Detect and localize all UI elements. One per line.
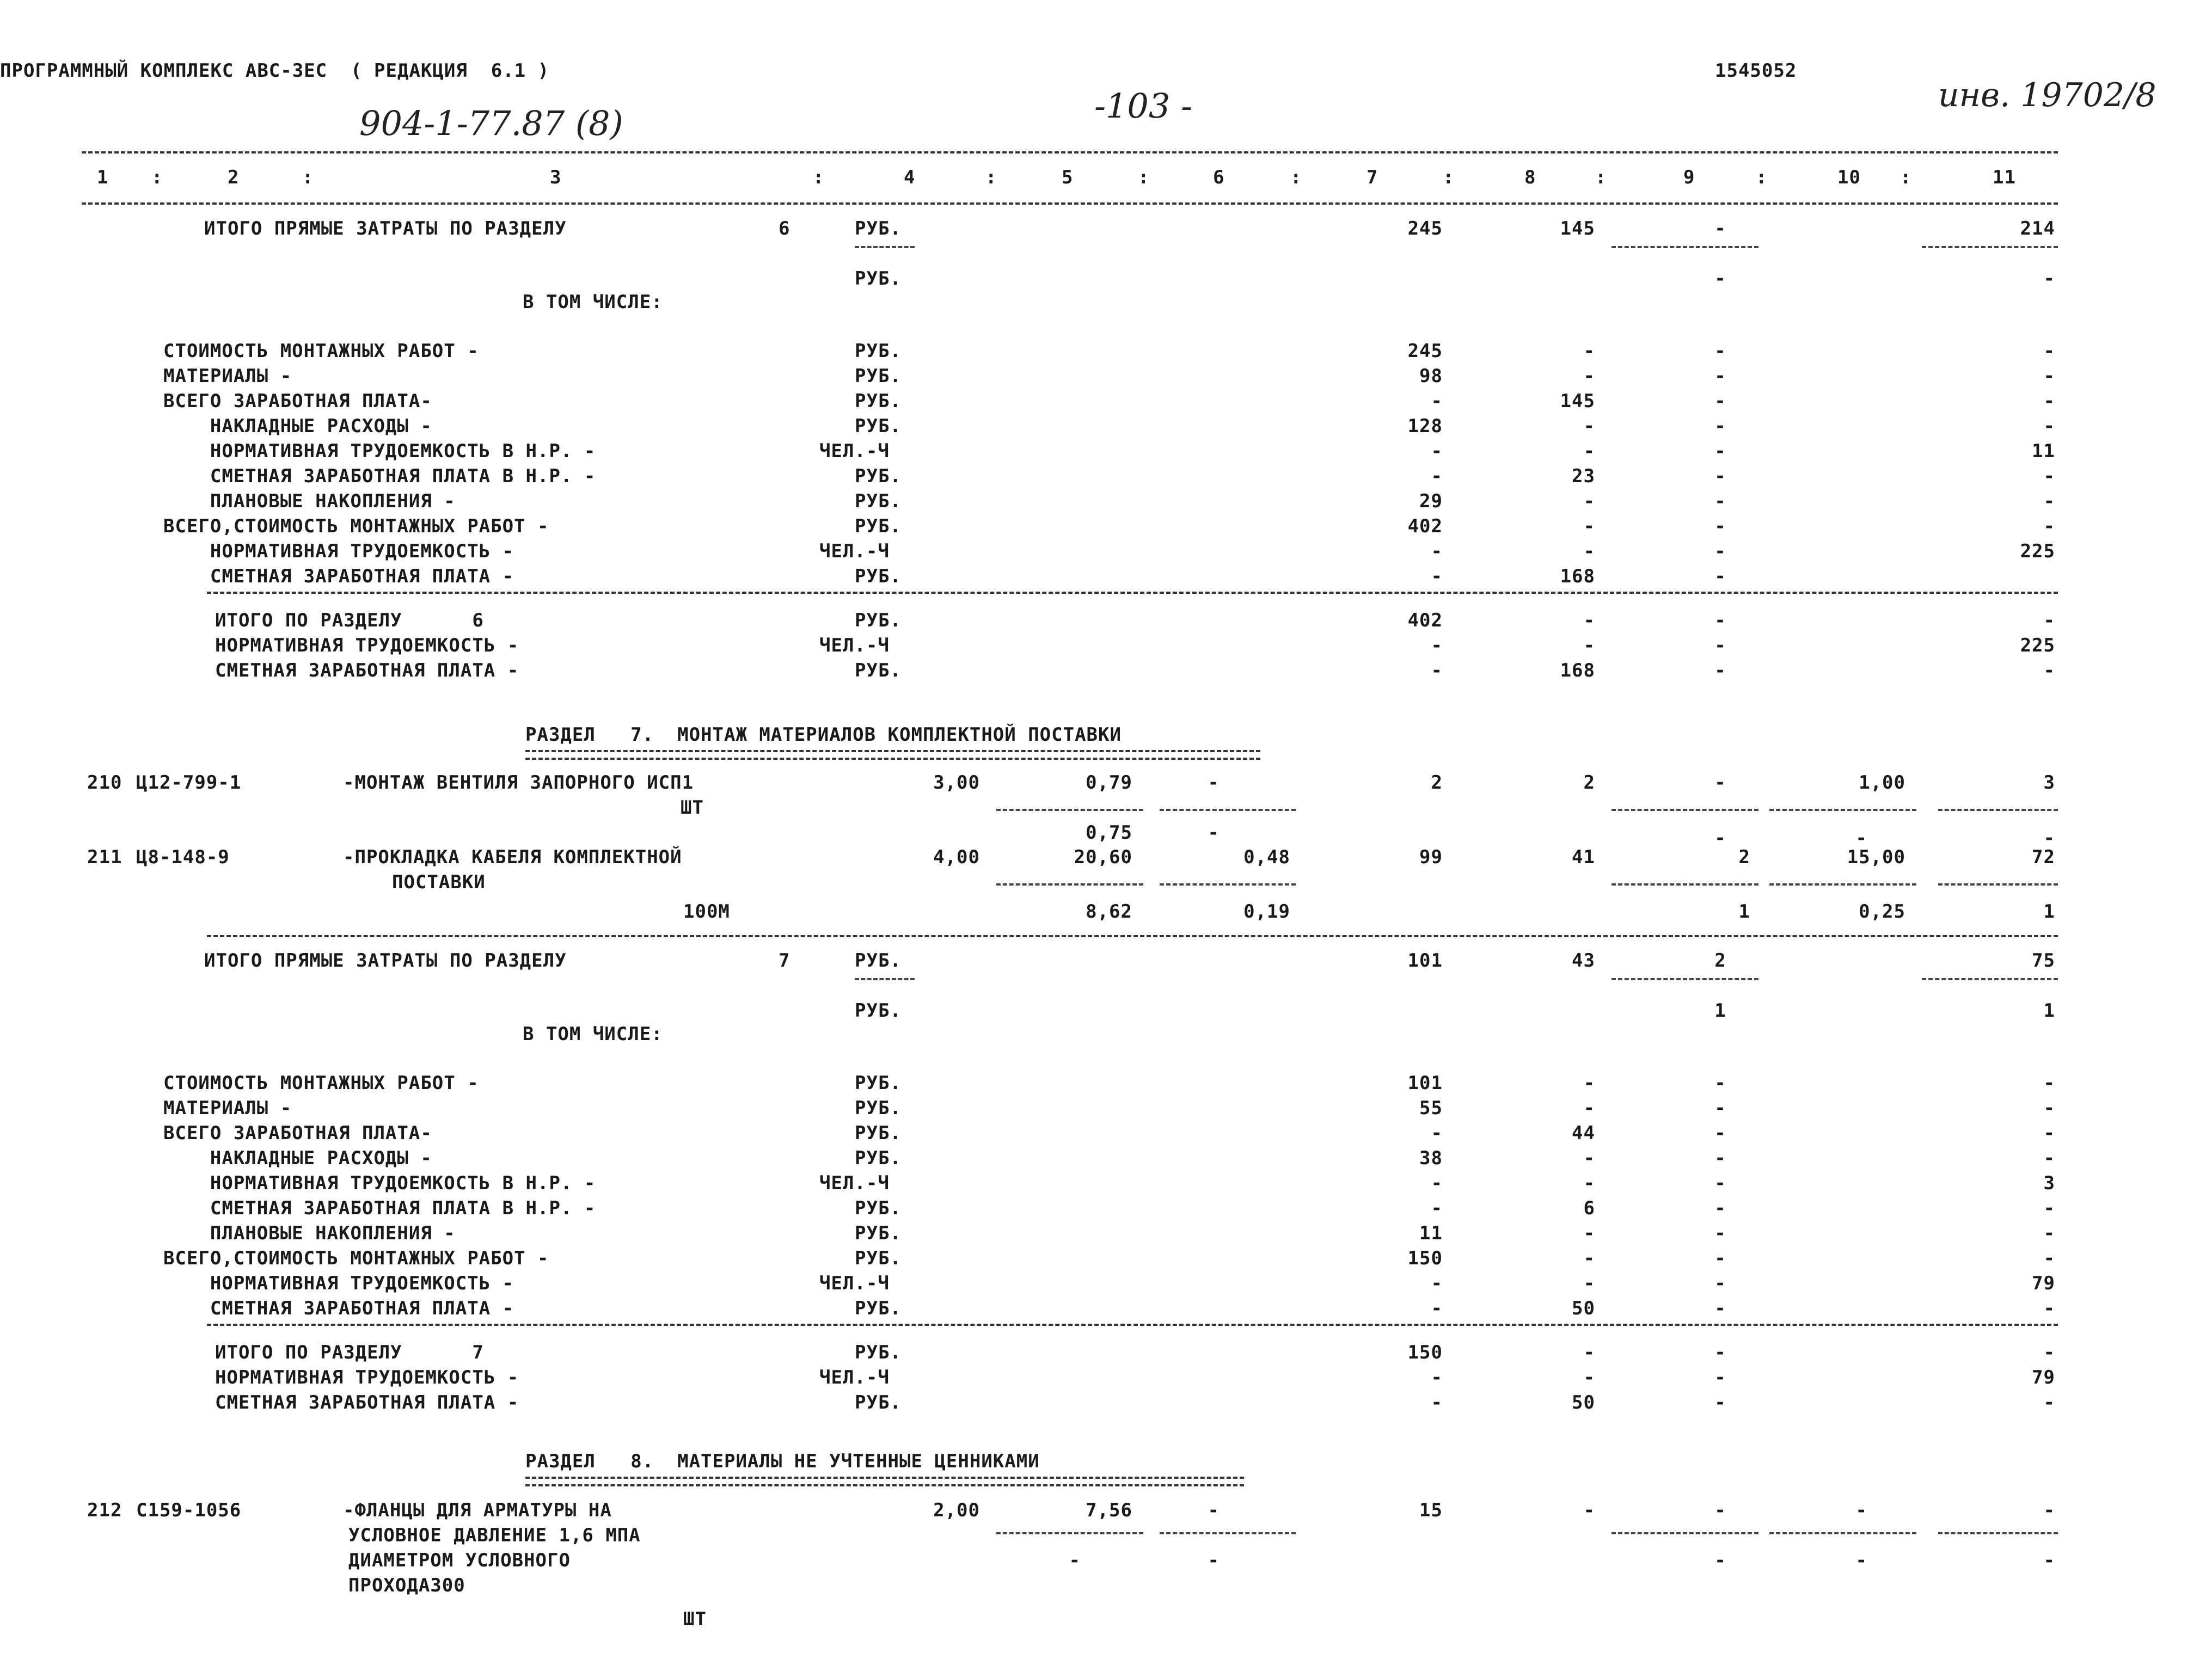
- breakdown-label: НОРМАТИВНАЯ ТРУДОЕМКОСТЬ В Н.Р. -: [163, 440, 596, 462]
- column-number: 5: [1062, 167, 1074, 188]
- col5-value: 7,56: [1086, 1499, 1132, 1521]
- unit: РУБ.: [855, 268, 902, 290]
- col9-value: -: [1714, 415, 1726, 437]
- col11-value: 225: [2020, 635, 2055, 656]
- col7-value: -: [1431, 540, 1443, 562]
- column-number: 4: [904, 167, 916, 188]
- col8-value: -: [1583, 540, 1595, 562]
- col7-value: -: [1431, 1273, 1443, 1294]
- column-number: 11: [1993, 167, 2016, 188]
- col7-value: 245: [1407, 218, 1443, 239]
- col11-value: -: [2043, 465, 2055, 487]
- col7-value: 38: [1419, 1147, 1443, 1169]
- col11-value: 3: [2043, 1172, 2055, 1194]
- col7-value: 402: [1407, 515, 1443, 537]
- in-total-heading: В ТОМ ЧИСЛЕ:: [523, 291, 663, 313]
- unit: ЧЕЛ.-Ч: [819, 1367, 890, 1388]
- col9-value: 1: [1714, 1000, 1726, 1022]
- underline: [996, 1532, 1143, 1534]
- col5-value: 20,60: [1074, 846, 1132, 868]
- item-unit: ШТ: [683, 1608, 707, 1630]
- breakdown-label: СМЕТНАЯ ЗАРАБОТНАЯ ПЛАТА -: [163, 566, 514, 587]
- col11-value: -: [2043, 515, 2055, 537]
- section-rule: [207, 1324, 2058, 1326]
- unit: ЧЕЛ.-Ч: [819, 635, 890, 656]
- document-number: 1545052: [1715, 60, 1797, 82]
- underline: [1938, 809, 2058, 811]
- col11-value: -: [2043, 1499, 2055, 1521]
- section-rule: [207, 592, 2058, 594]
- column-number: :: [1595, 167, 1607, 188]
- col11-value: -: [2043, 610, 2055, 631]
- column-number: :: [985, 167, 997, 188]
- quantity: 2,00: [933, 1499, 980, 1521]
- col9-value: -: [1714, 365, 1726, 387]
- col7-value: 402: [1407, 610, 1443, 631]
- unit: РУБ.: [855, 1197, 902, 1219]
- col11-value: -: [2043, 490, 2055, 512]
- col6-value: 0,19: [1243, 901, 1290, 923]
- col11-value: -: [2043, 1392, 2055, 1413]
- underline: [1769, 809, 1916, 811]
- double-underline: [525, 750, 1260, 760]
- col7-value: -: [1431, 465, 1443, 487]
- direct-costs-label: ИТОГО ПРЯМЫЕ ЗАТРАТЫ ПО РАЗДЕЛУ: [204, 218, 567, 239]
- col7-value: 55: [1419, 1097, 1443, 1119]
- col9-value: -: [1714, 1147, 1726, 1169]
- col8-value: -: [1583, 610, 1595, 631]
- col10-value: -: [1855, 1550, 1867, 1571]
- underline: [1611, 246, 1758, 248]
- col6-value: -: [1208, 1550, 1220, 1571]
- col9-value: -: [1714, 465, 1726, 487]
- underline: [855, 246, 915, 248]
- unit: РУБ.: [855, 950, 902, 972]
- col9-value: 2: [1714, 950, 1726, 972]
- underline: [1160, 809, 1296, 811]
- item-number: 212: [87, 1499, 122, 1521]
- col7-value: -: [1431, 1122, 1443, 1144]
- item-name-line: ДИАМЕТРОМ УСЛОВНОГО: [348, 1550, 571, 1571]
- item-code: Ц12-799-1: [136, 772, 242, 794]
- item-unit: ШТ: [681, 797, 704, 819]
- col8-value: 50: [1572, 1298, 1595, 1319]
- item-number: 211: [87, 846, 122, 868]
- unit: ЧЕЛ.-Ч: [819, 440, 890, 462]
- breakdown-label: СМЕТНАЯ ЗАРАБОТНАЯ ПЛАТА -: [163, 1298, 514, 1319]
- unit: РУБ.: [855, 1222, 902, 1244]
- col9-value: -: [1714, 1122, 1726, 1144]
- col8-value: 41: [1572, 846, 1595, 868]
- col6-value: -: [1208, 1499, 1220, 1521]
- col8-value: 44: [1572, 1122, 1595, 1144]
- col7-value: 150: [1407, 1342, 1443, 1363]
- col8-value: -: [1583, 1097, 1595, 1119]
- column-number: 6: [1213, 167, 1225, 188]
- col11-value: -: [2043, 1247, 2055, 1269]
- unit: РУБ.: [855, 490, 902, 512]
- col10-value: 0,25: [1859, 901, 1905, 923]
- breakdown-label: ВСЕГО,СТОИМОСТЬ МОНТАЖНЫХ РАБОТ -: [163, 515, 549, 537]
- col9-value: -: [1714, 827, 1726, 849]
- col9-value: 2: [1738, 846, 1750, 868]
- column-number: :: [302, 167, 314, 188]
- col9-value: -: [1714, 1499, 1726, 1521]
- col8-value: -: [1583, 1273, 1595, 1294]
- col7-value: 98: [1419, 365, 1443, 387]
- rule: [82, 151, 2058, 153]
- col8-value: -: [1583, 440, 1595, 462]
- col9-value: -: [1714, 1367, 1726, 1388]
- unit: РУБ.: [855, 415, 902, 437]
- col11-value: 79: [2032, 1273, 2055, 1294]
- col9-value: -: [1714, 440, 1726, 462]
- column-number: 3: [550, 167, 562, 188]
- unit: ЧЕЛ.-Ч: [819, 1172, 890, 1194]
- unit: РУБ.: [855, 566, 902, 587]
- col9-value: -: [1714, 1222, 1726, 1244]
- col8-value: 6: [1583, 1197, 1595, 1219]
- column-number: :: [151, 167, 163, 188]
- item-unit: 100М: [683, 901, 730, 923]
- col7-value: 128: [1407, 415, 1443, 437]
- col7-value: 245: [1407, 340, 1443, 362]
- col9-value: -: [1714, 1392, 1726, 1413]
- col9-value: -: [1714, 515, 1726, 537]
- column-number: :: [813, 167, 825, 188]
- col8-value: -: [1583, 1499, 1595, 1521]
- column-number: 7: [1367, 167, 1378, 188]
- col6-value: -: [1208, 822, 1220, 844]
- col11-value: -: [2043, 660, 2055, 681]
- col10-value: -: [1855, 827, 1867, 849]
- col8-value: -: [1583, 365, 1595, 387]
- underline: [1611, 809, 1758, 811]
- section-total-label: СМЕТНАЯ ЗАРАБОТНАЯ ПЛАТА -: [215, 660, 519, 681]
- underline: [1938, 1532, 2058, 1534]
- col9-value: -: [1714, 1550, 1726, 1571]
- col9-value: -: [1714, 566, 1726, 587]
- unit: РУБ.: [855, 1298, 902, 1319]
- col5-value: 8,62: [1086, 901, 1132, 923]
- column-number: :: [1756, 167, 1768, 188]
- col8-value: -: [1583, 1342, 1595, 1363]
- col11-value: -: [2043, 1197, 2055, 1219]
- col7-value: -: [1431, 440, 1443, 462]
- unit: РУБ.: [855, 1147, 902, 1169]
- col8-value: -: [1583, 1222, 1595, 1244]
- breakdown-label: НОРМАТИВНАЯ ТРУДОЕМКОСТЬ -: [163, 540, 514, 562]
- col5-value: 0,79: [1086, 772, 1132, 794]
- item-name-line: -ФЛАНЦЫ ДЛЯ АРМАТУРЫ НА: [343, 1499, 612, 1521]
- breakdown-label: СТОИМОСТЬ МОНТАЖНЫХ РАБОТ -: [163, 340, 479, 362]
- col7-value: 29: [1419, 490, 1443, 512]
- col6-value: 0,48: [1243, 846, 1290, 868]
- col7-value: 99: [1419, 846, 1443, 868]
- col11-value: -: [2043, 268, 2055, 290]
- col7-value: -: [1431, 1298, 1443, 1319]
- col9-value: -: [1714, 490, 1726, 512]
- col8-value: 168: [1560, 566, 1595, 587]
- col9-value: -: [1714, 635, 1726, 656]
- quantity: 3,00: [933, 772, 980, 794]
- column-number: :: [1138, 167, 1150, 188]
- col10-value: -: [1855, 1499, 1867, 1521]
- col7-value: -: [1431, 1172, 1443, 1194]
- underline: [1611, 883, 1758, 886]
- col8-value: -: [1583, 1172, 1595, 1194]
- col7-value: 11: [1419, 1222, 1443, 1244]
- column-number: 8: [1524, 167, 1536, 188]
- breakdown-label: МАТЕРИАЛЫ -: [163, 365, 292, 387]
- underline: [1938, 883, 2058, 886]
- col11-value: 1: [2043, 1000, 2055, 1022]
- col8-value: 145: [1560, 218, 1595, 239]
- col11-value: -: [2043, 1550, 2055, 1571]
- col11-value: 72: [2032, 846, 2055, 868]
- quantity: 4,00: [933, 846, 980, 868]
- col7-value: 2: [1431, 772, 1443, 794]
- section-number: 7: [779, 950, 791, 972]
- program-title: ПРОГРАММНЫЙ КОМПЛЕКС АВС-3ЕС ( РЕДАКЦИЯ 6.1 ): [0, 60, 550, 82]
- col9-value: -: [1714, 390, 1726, 412]
- section-total-label: НОРМАТИВНАЯ ТРУДОЕМКОСТЬ -: [215, 1367, 519, 1388]
- col7-value: 101: [1407, 950, 1443, 972]
- underline: [1160, 883, 1296, 886]
- col8-value: -: [1583, 635, 1595, 656]
- page-number: -103 -: [1094, 86, 1192, 126]
- section-rule: [207, 935, 2058, 937]
- rule: [82, 202, 2058, 205]
- col9-value: -: [1714, 268, 1726, 290]
- unit: РУБ.: [855, 390, 902, 412]
- item-name-line: УСЛОВНОЕ ДАВЛЕНИЕ 1,6 МПА: [348, 1525, 641, 1546]
- col11-value: -: [2043, 1097, 2055, 1119]
- item-code: С159-1056: [136, 1499, 242, 1521]
- col7-value: 101: [1407, 1072, 1443, 1094]
- unit: РУБ.: [855, 465, 902, 487]
- section-7-title: РАЗДЕЛ 7. МОНТАЖ МАТЕРИАЛОВ КОМПЛЕКТНОЙ ПОСТАВКИ: [525, 724, 1122, 746]
- double-underline: [525, 1477, 1244, 1486]
- underline: [1160, 1532, 1296, 1534]
- breakdown-label: СТОИМОСТЬ МОНТАЖНЫХ РАБОТ -: [163, 1072, 479, 1094]
- col11-value: -: [2043, 1342, 2055, 1363]
- column-number: :: [1290, 167, 1302, 188]
- unit: РУБ.: [855, 1342, 902, 1363]
- underline: [1611, 978, 1758, 980]
- breakdown-label: СМЕТНАЯ ЗАРАБОТНАЯ ПЛАТА В Н.Р. -: [163, 1197, 596, 1219]
- col8-value: -: [1583, 490, 1595, 512]
- col9-value: 1: [1738, 901, 1750, 923]
- column-number: :: [1900, 167, 1912, 188]
- col9-value: -: [1714, 1342, 1726, 1363]
- unit: ЧЕЛ.-Ч: [819, 1273, 890, 1294]
- col8-value: -: [1583, 1247, 1595, 1269]
- item-name-line: ПРОХОДА300: [348, 1575, 465, 1596]
- section-8-title: РАЗДЕЛ 8. МАТЕРИАЛЫ НЕ УЧТЕННЫЕ ЦЕННИКАМИ: [525, 1450, 1040, 1472]
- col11-value: -: [2043, 827, 2055, 849]
- item-name-continued: ПОСТАВКИ: [392, 871, 486, 893]
- column-number: :: [1443, 167, 1455, 188]
- unit: РУБ.: [855, 1392, 902, 1413]
- col9-value: -: [1714, 1097, 1726, 1119]
- col9-value: -: [1714, 540, 1726, 562]
- direct-costs-label: ИТОГО ПРЯМЫЕ ЗАТРАТЫ ПО РАЗДЕЛУ: [204, 950, 567, 972]
- col9-value: -: [1714, 340, 1726, 362]
- col11-value: -: [2043, 365, 2055, 387]
- unit: РУБ.: [855, 365, 902, 387]
- col9-value: -: [1714, 1072, 1726, 1094]
- col7-value: -: [1431, 566, 1443, 587]
- col8-value: -: [1583, 1072, 1595, 1094]
- col8-value: 145: [1560, 390, 1595, 412]
- unit: РУБ.: [855, 218, 902, 239]
- breakdown-label: ВСЕГО ЗАРАБОТНАЯ ПЛАТА-: [163, 1122, 432, 1144]
- col6-value: -: [1208, 772, 1220, 794]
- col11-value: -: [2043, 1298, 2055, 1319]
- breakdown-label: ПЛАНОВЫЕ НАКОПЛЕНИЯ -: [163, 490, 456, 512]
- col10-value: 1,00: [1859, 772, 1905, 794]
- col7-value: -: [1431, 1367, 1443, 1388]
- column-number: 9: [1683, 167, 1695, 188]
- col8-value: -: [1583, 340, 1595, 362]
- unit: РУБ.: [855, 515, 902, 537]
- underline: [855, 978, 915, 980]
- section-number: 6: [779, 218, 791, 239]
- col11-value: -: [2043, 1122, 2055, 1144]
- col5-value: -: [1069, 1550, 1081, 1571]
- col7-value: -: [1431, 1197, 1443, 1219]
- underline: [1922, 978, 2058, 980]
- document-code: 904-1-77.87 (8): [359, 103, 623, 143]
- underline: [1769, 1532, 1916, 1534]
- breakdown-label: НОРМАТИВНАЯ ТРУДОЕМКОСТЬ -: [163, 1273, 514, 1294]
- col7-value: -: [1431, 635, 1443, 656]
- col9-value: -: [1714, 1298, 1726, 1319]
- unit: РУБ.: [855, 1072, 902, 1094]
- breakdown-label: МАТЕРИАЛЫ -: [163, 1097, 292, 1119]
- col8-value: 43: [1572, 950, 1595, 972]
- item-name: -МОНТАЖ ВЕНТИЛЯ ЗАПОРНОГО ИСП1: [343, 772, 694, 794]
- unit: РУБ.: [855, 1000, 902, 1022]
- col7-value: -: [1431, 1392, 1443, 1413]
- breakdown-label: СМЕТНАЯ ЗАРАБОТНАЯ ПЛАТА В Н.Р. -: [163, 465, 596, 487]
- underline: [996, 809, 1143, 811]
- inventory-number: инв. 19702/8: [1938, 76, 2156, 114]
- col8-value: -: [1583, 1147, 1595, 1169]
- col7-value: -: [1431, 660, 1443, 681]
- col11-value: 75: [2032, 950, 2055, 972]
- col11-value: 225: [2020, 540, 2055, 562]
- breakdown-label: НАКЛАДНЫЕ РАСХОДЫ -: [163, 1147, 432, 1169]
- underline: [996, 883, 1143, 886]
- unit: РУБ.: [855, 610, 902, 631]
- col11-value: 3: [2043, 772, 2055, 794]
- section-total-label: СМЕТНАЯ ЗАРАБОТНАЯ ПЛАТА -: [215, 1392, 519, 1413]
- col9-value: -: [1714, 660, 1726, 681]
- col11-value: 79: [2032, 1367, 2055, 1388]
- underline: [1769, 883, 1916, 886]
- col11-value: -: [2043, 415, 2055, 437]
- section-total-label: ИТОГО ПО РАЗДЕЛУ 6: [215, 610, 484, 631]
- col8-value: 50: [1572, 1392, 1595, 1413]
- col9-value: -: [1714, 1197, 1726, 1219]
- unit: РУБ.: [855, 1097, 902, 1119]
- column-number: 2: [228, 167, 240, 188]
- col8-value: 2: [1583, 772, 1595, 794]
- breakdown-label: ВСЕГО ЗАРАБОТНАЯ ПЛАТА-: [163, 390, 432, 412]
- col9-value: -: [1714, 610, 1726, 631]
- col7-value: 15: [1419, 1499, 1443, 1521]
- section-total-label: НОРМАТИВНАЯ ТРУДОЕМКОСТЬ -: [215, 635, 519, 656]
- in-total-heading: В ТОМ ЧИСЛЕ:: [523, 1023, 663, 1045]
- col11-value: -: [2043, 1147, 2055, 1169]
- breakdown-label: ВСЕГО,СТОИМОСТЬ МОНТАЖНЫХ РАБОТ -: [163, 1247, 549, 1269]
- col8-value: 168: [1560, 660, 1595, 681]
- col11-value: -: [2043, 1072, 2055, 1094]
- column-number: 10: [1837, 167, 1861, 188]
- col9-value: -: [1714, 1172, 1726, 1194]
- item-number: 210: [87, 772, 122, 794]
- col8-value: -: [1583, 1367, 1595, 1388]
- section-total-label: ИТОГО ПО РАЗДЕЛУ 7: [215, 1342, 484, 1363]
- col8-value: 23: [1572, 465, 1595, 487]
- col11-value: -: [2043, 390, 2055, 412]
- col7-value: 150: [1407, 1247, 1443, 1269]
- breakdown-label: ПЛАНОВЫЕ НАКОПЛЕНИЯ -: [163, 1222, 456, 1244]
- col11-value: -: [2043, 340, 2055, 362]
- col10-value: 15,00: [1847, 846, 1905, 868]
- col9-value: -: [1714, 218, 1726, 239]
- col11-value: 214: [2020, 218, 2055, 239]
- item-code: Ц8-148-9: [136, 846, 230, 868]
- unit: РУБ.: [855, 1247, 902, 1269]
- breakdown-label: НАКЛАДНЫЕ РАСХОДЫ -: [163, 415, 432, 437]
- col9-value: -: [1714, 1273, 1726, 1294]
- col11-value: 11: [2032, 440, 2055, 462]
- col11-value: -: [2043, 1222, 2055, 1244]
- breakdown-label: НОРМАТИВНАЯ ТРУДОЕМКОСТЬ В Н.Р. -: [163, 1172, 596, 1194]
- col8-value: -: [1583, 515, 1595, 537]
- underline: [1611, 1532, 1758, 1534]
- unit: РУБ.: [855, 660, 902, 681]
- col9-value: -: [1714, 1247, 1726, 1269]
- col9-value: -: [1714, 772, 1726, 794]
- unit: РУБ.: [855, 340, 902, 362]
- underline: [1922, 246, 2058, 248]
- col5-value: 0,75: [1086, 822, 1132, 844]
- col7-value: -: [1431, 390, 1443, 412]
- unit: ЧЕЛ.-Ч: [819, 540, 890, 562]
- unit: РУБ.: [855, 1122, 902, 1144]
- col11-value: 1: [2043, 901, 2055, 923]
- column-number: 1: [97, 167, 109, 188]
- col8-value: -: [1583, 415, 1595, 437]
- item-name: -ПРОКЛАДКА КАБЕЛЯ КОМПЛЕКТНОЙ: [343, 846, 682, 868]
